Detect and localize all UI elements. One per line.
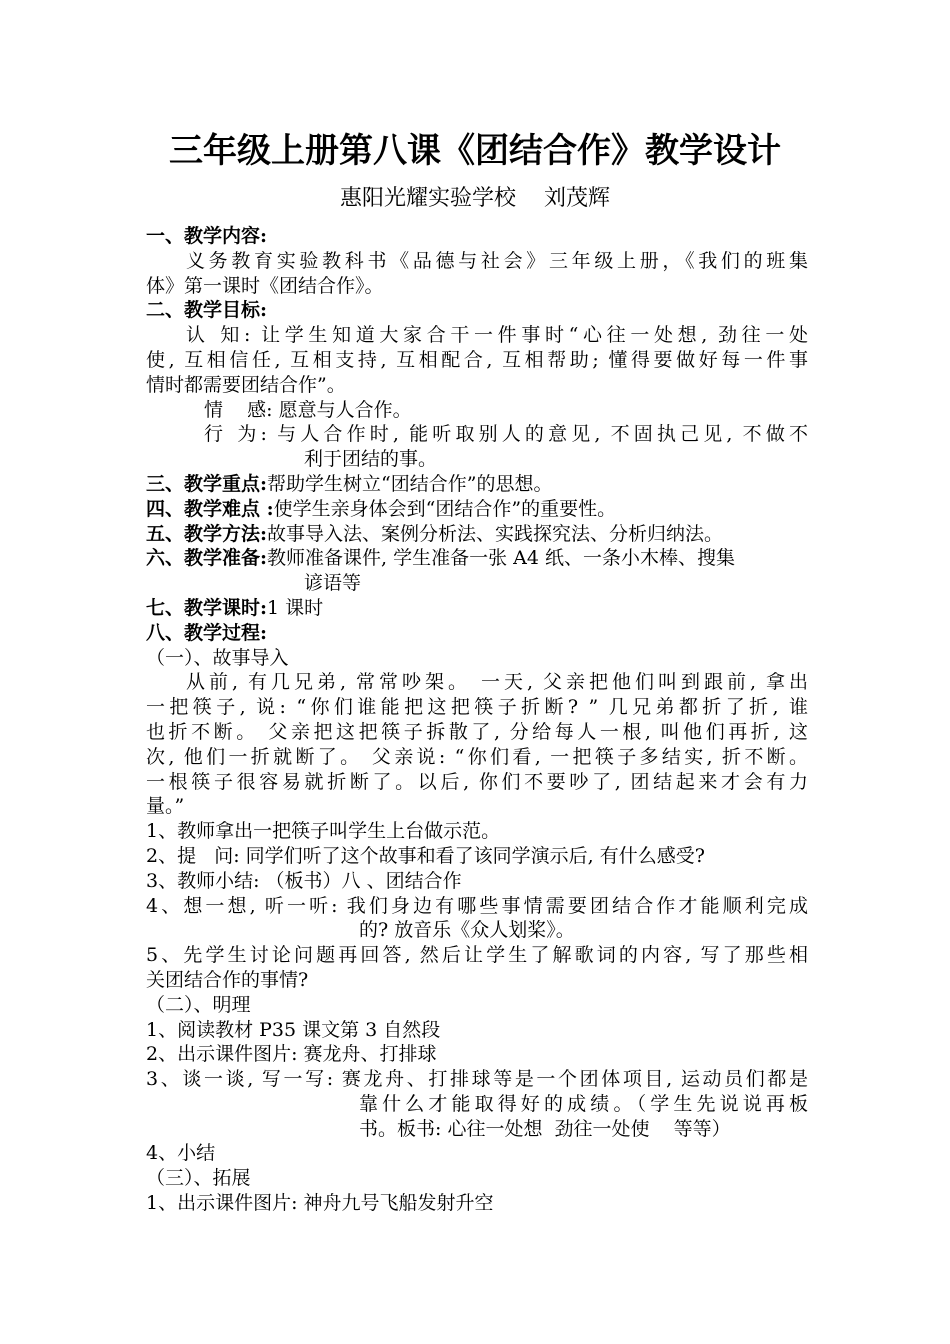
document-body	[146, 224, 808, 1216]
section-key-point	[146, 472, 808, 497]
list-item: 2、提 问: 同学们听了这个故事和看了该同学演示后, 有什么感受?	[146, 844, 705, 867]
section-text: 教师准备课件, 学生准备一张 A4 纸、一条小木棒、搜集	[267, 547, 735, 570]
list-item: 4、小结	[146, 1142, 216, 1165]
list-item: 1、教师拿出一把筷子叫学生上台做示范。	[146, 820, 501, 843]
paragraph-line: 体》第一课时《团结合作》。	[146, 274, 384, 297]
list-item-continuation: 关团结合作的事情?	[146, 968, 309, 991]
subsection-heading: （三）、拓展	[146, 1167, 251, 1190]
paragraph-line: 认 知: 让学生知道大家合干一件事时“心往一处想, 劲往一处	[186, 324, 808, 347]
section-heading-content: 一、教学内容:	[146, 225, 268, 247]
paragraph-line: 也折不断。 父亲把这把筷子拆散了, 分给每人一根, 叫他们再折, 这	[146, 720, 808, 743]
paragraph-line: 次, 他们一折就断了。 父亲说: “你们看, 一把筷子多结实, 折不断。	[146, 745, 808, 768]
paragraph-line: 一根筷子很容易就折断了。以后, 你们不要吵了, 团结起来才会有力	[146, 770, 808, 793]
list-item: 4、想一想, 听一听: 我们身边有哪些事情需要团结合作才能顺利完成	[146, 894, 808, 917]
list-item-continuation: 书。板书: 心往一处想 劲往一处使 等等）	[359, 1117, 731, 1140]
paragraph-line: 使, 互相信任, 互相支持, 互相配合, 互相帮助; 懂得要做好每一件事	[146, 348, 808, 371]
section-text: 使学生亲身体会到“团结合作”的重要性。	[273, 497, 617, 520]
subsection-heading: （一）、故事导入	[146, 646, 289, 669]
paragraph-line: 情时都需要团结合作”。	[146, 373, 346, 396]
section-label: 七、教学课时:	[146, 596, 268, 619]
subsection-heading: （二）、明理	[146, 993, 251, 1016]
document-author: 惠阳光耀实验学校 刘茂辉	[340, 186, 610, 211]
list-item-continuation: 靠什么才能取得好的成绩。（学生先说说再板	[359, 1092, 808, 1115]
section-label: 三、教学重点:	[146, 472, 268, 495]
section-text: 故事导入法、案例分析法、实践探究法、分析归纳法。	[267, 522, 724, 545]
paragraph-line: 利于团结的事。	[304, 448, 438, 471]
section-text: 帮助学生树立“团结合作”的思想。	[267, 472, 553, 495]
list-item: 3、谈一谈, 写一写: 赛龙舟、打排球等是一个团体项目, 运动员们都是	[146, 1068, 808, 1091]
section-text: 1 课时	[267, 596, 324, 619]
section-hours	[146, 596, 808, 621]
section-difficulty	[146, 497, 808, 522]
section-label: 五、教学方法:	[146, 522, 268, 545]
section-heading-process: 八、教学过程:	[146, 621, 268, 644]
section-heading-goals: 二、教学目标:	[146, 299, 268, 322]
list-item: 1、出示课件图片: 神舟九号飞船发射升空	[146, 1192, 494, 1215]
section-label: 四、教学难点 :	[146, 497, 274, 520]
section-method	[146, 522, 808, 547]
paragraph-line: 情 感: 愿意与人合作。	[204, 398, 412, 421]
paragraph-line: 行 为: 与人合作时, 能听取别人的意见, 不固执己见, 不做不	[204, 423, 808, 446]
list-item: 1、阅读教材 P35 课文第 3 自然段	[146, 1018, 441, 1041]
list-item: 5、先学生讨论问题再回答, 然后让学生了解歌词的内容, 写了那些相	[146, 944, 808, 967]
list-item: 2、出示课件图片: 赛龙舟、打排球	[146, 1043, 437, 1066]
paragraph-line: 从前, 有几兄弟, 常常吵架。 一天, 父亲把他们叫到跟前, 拿出	[186, 671, 808, 694]
paragraph-line: 量。”	[146, 795, 185, 818]
paragraph-line: 义务教育实验教科书《品德与社会》三年级上册，《我们的班集	[186, 249, 808, 272]
list-item-continuation: 的? 放音乐《众人划桨》。	[359, 919, 575, 942]
list-item: 3、教师小结: （板书）八 、团结合作	[146, 869, 462, 892]
section-label: 六、教学准备:	[146, 547, 268, 570]
paragraph-line: 谚语等	[304, 572, 362, 595]
document-title: 三年级上册第八课《团结合作》教学设计	[169, 131, 781, 171]
paragraph-line: 一把筷子, 说: “你们谁能把这把筷子折断? ” 几兄弟都折了折, 谁	[146, 696, 808, 719]
section-preparation	[146, 546, 808, 571]
